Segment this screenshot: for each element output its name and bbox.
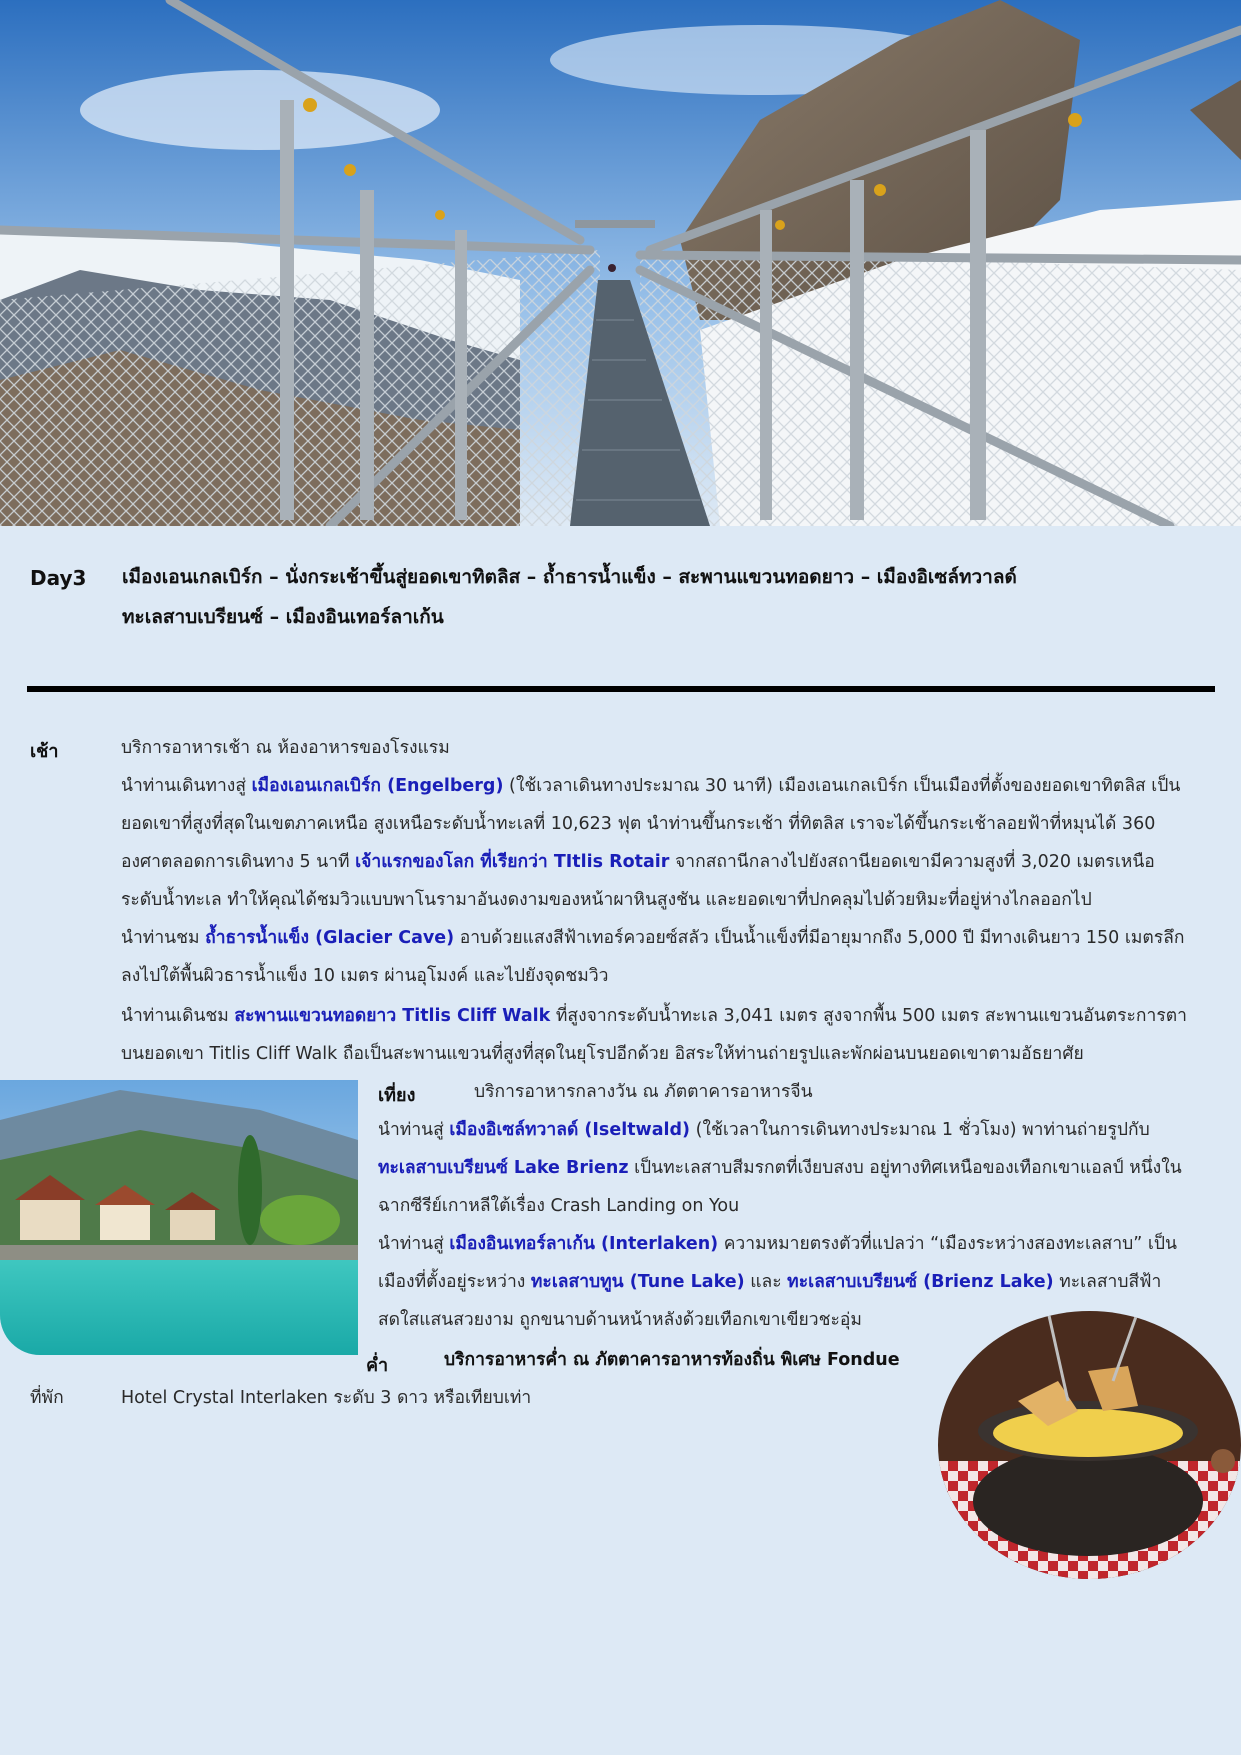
morning-line-7: ลงไปใต้พื้นผิวธารน้ำแข็ง 10 เมตร ผ่านอุโมงค์ และไปยังจุดชมวิว bbox=[121, 966, 609, 986]
morning-line-9: บนยอดเขา Titlis Cliff Walk ถือเป็นสะพานแขวนที่สูงที่สุดในยุโรปอีกด้วย อิสระให้ท่านถ่ายรูปและพักผ่อนบนยอดเขาตามอัธยาศัย bbox=[121, 1044, 1084, 1064]
lunch-line-6: เมืองที่ตั้งอยู่ระหว่าง ทะเลสาบทูน (Tune Lake) และ ทะเลสาบเบรียนซ์ (Brienz Lake) ทะเลสาบสีฟ้า bbox=[378, 1272, 1162, 1292]
lunch-line-1: บริการอาหารกลางวัน ณ ภัตตาคารอาหารจีน bbox=[474, 1082, 813, 1102]
brienz-lake-text: ทะเลสาบเบรียนซ์ (Brienz Lake) bbox=[787, 1272, 1054, 1292]
hotel-label: ที่พัก bbox=[30, 1388, 64, 1408]
morning-line-5: ระดับน้ำทะเล ทำให้คุณได้ชมวิวแบบพาโนรามาอันงดงามของหน้าผาหินสูงชัน และยอดเขาที่ปกคลุมไปด้วยหิมะที่อยู่ห่างไกลออกไป bbox=[121, 890, 1092, 910]
dinner-text: บริการอาหารค่ำ ณ ภัตตาคารอาหารท้องถิ่น พิเศษ Fondue bbox=[444, 1350, 900, 1370]
lunch-line-7: สดใสแสนสวยงาม ถูกขนาบด้านหน้าหลังด้วยเทือกเขาเขียวชะอุ่ม bbox=[378, 1310, 862, 1330]
tune-lake-text: ทะเลสาบทูน (Tune Lake) bbox=[530, 1272, 745, 1292]
interlaken-text: เมืองอินเทอร์ลาเก้น (Interlaken) bbox=[449, 1234, 719, 1254]
morning-line-2: นำท่านเดินทางสู่ เมืองเอนเกลเบิร์ก (Engelberg) (ใช้เวลาเดินทางประมาณ 30 นาที) เมืองเอนเกลเบิร์ก เป็นเมืองที่ตั้งของยอดเขาทิตลิส เป็น bbox=[121, 776, 1181, 796]
morning-line-8: นำท่านเดินชม สะพานแขวนทอดยาว Titlis Cliff Walk ที่สูงจากระดับน้ำทะเล 3,041 เมตร สูงจากพื้น 500 เมตร สะพานแขวนอันตระการตา bbox=[121, 1006, 1187, 1026]
lunch-label: เที่ยง bbox=[378, 1085, 416, 1106]
titlis-rotair-text: เจ้าแรกของโลก ที่เรียกว่า TItlis Rotair bbox=[355, 852, 670, 872]
morning-line-1: บริการอาหารเช้า ณ ห้องอาหารของโรงแรม bbox=[121, 738, 450, 758]
morning-line-3: ยอดเขาที่สูงที่สุดในเขตภาคเหนือ สูงเหนือระดับน้ำทะเลที่ 10,623 ฟุต นำท่านขึ้นกระเช้า ที่ทิตลิส เราจะได้ขึ้นกระเช้าลอยฟ้าที่หมุนได้ 360 bbox=[121, 814, 1156, 834]
fondue-photo bbox=[938, 1311, 1241, 1579]
morning-line-4: องศาตลอดการเดินทาง 5 นาที เจ้าแรกของโลก ที่เรียกว่า TItlis Rotair จากสถานีกลางไปยังสถานียอดเขามีความสูงที่ 3,020 เมตรเหนือ bbox=[121, 852, 1155, 872]
iseltwald-text: เมืองอิเซล์ทวาลด์ (Iseltwald) bbox=[449, 1120, 691, 1140]
lake-brienz-text: ทะเลสาบเบรียนซ์ Lake Brienz bbox=[378, 1158, 629, 1178]
lunch-line-3: ทะเลสาบเบรียนซ์ Lake Brienz เป็นทะเลสาบสีมรกตที่เงียบสงบ อยู่ทางทิศเหนือของเทือกเขาแอลป์ หนึ่งใน bbox=[378, 1158, 1182, 1178]
day-label: Day3 bbox=[30, 566, 87, 590]
lunch-line-4: ฉากซีรีย์เกาหลีใต้เรื่อง Crash Landing on You bbox=[378, 1196, 740, 1216]
engelberg-link-text: เมืองเอนเกลเบิร์ก (Engelberg) bbox=[251, 776, 504, 796]
hotel-text: Hotel Crystal Interlaken ระดับ 3 ดาว หรือเทียบเท่า bbox=[121, 1388, 532, 1408]
lunch-line-5: นำท่านสู่ เมืองอินเทอร์ลาเก้น (Interlaken) ความหมายตรงตัวที่แปลว่า “เมืองระหว่างสองทะเลสาบ” เป็น bbox=[378, 1234, 1177, 1254]
titlis-cliff-walk-photo bbox=[0, 0, 1241, 526]
dinner-label: ค่ำ bbox=[366, 1355, 389, 1376]
lake-brienz-photo bbox=[0, 1080, 358, 1355]
day-title-line-1: เมืองเอนเกลเบิร์ก – นั่งกระเช้าขึ้นสู่ยอดเขาทิตลิส – ถ้ำธารน้ำแข็ง – สะพานแขวนทอดยาว – เมืองอิเซล์ทวาลด์ bbox=[122, 566, 1017, 588]
day-title-line-2: ทะเลสาบเบรียนซ์ – เมืองอินเทอร์ลาเก้น bbox=[122, 606, 444, 628]
day-title bbox=[122, 557, 1142, 637]
lunch-line-2: นำท่านสู่ เมืองอิเซล์ทวาลด์ (Iseltwald) (ใช้เวลาในการเดินทางประมาณ 1 ชั่วโมง) พาท่านถ่ายรูปกับ bbox=[378, 1120, 1150, 1140]
cliff-walk-text: สะพานแขวนทอดยาว Titlis Cliff Walk bbox=[234, 1006, 551, 1026]
glacier-cave-text: ถ้ำธารน้ำแข็ง (Glacier Cave) bbox=[205, 928, 455, 948]
morning-line-6: นำท่านชม ถ้ำธารน้ำแข็ง (Glacier Cave) อาบด้วยแสงสีฟ้าเทอร์ควอยซ์สลัว เป็นน้ำแข็งที่มีอายุมากถึง 5,000 ปี มีทางเดินยาว 150 เมตรลึก bbox=[121, 928, 1185, 948]
morning-label: เช้า bbox=[30, 741, 59, 762]
section-divider bbox=[27, 686, 1215, 692]
